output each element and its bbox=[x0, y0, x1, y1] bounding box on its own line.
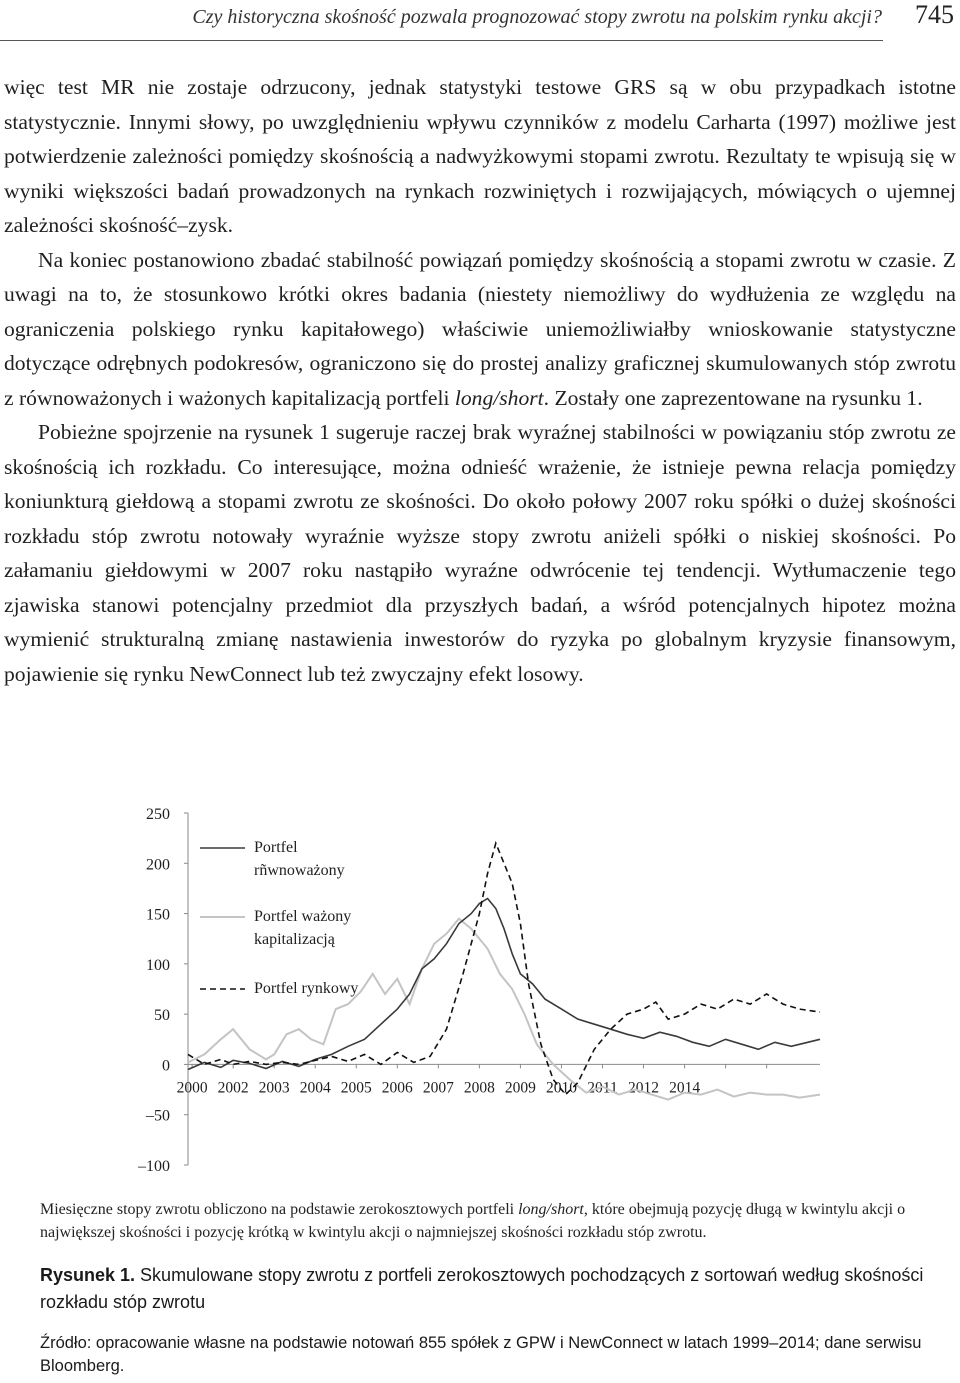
x-tick-label: 2010 bbox=[545, 1079, 577, 1097]
paragraph-1: więc test MR nie zostaje odrzucony, jednak statystyki testowe GRS są w obu przypadkach istotne statystycznie. Innymi słowy, po uwzględnieniu wpływu czynników z modelu Carharta (1997) możliwe jest potwierdzenie zależności pomiędzy skośnością a nadwyżkowymi stopami zwrotu. Rezultaty te wpisują się w wyniki większości badań prowadzonych na rynkach rozwiniętych i rozwijających, mówiących o ujemnej zależności skośność–zysk. bbox=[4, 75, 956, 237]
paragraph-2-text-a: Na koniec postanowiono zbadać stabilność powiązań pomiędzy skośnością a stopami zwrotu w czasie. Z uwagi na to, że stosunkowo krótki okres badania (niestety niemożliwy do wydłużenia ze względu na ograniczenia polskiego rynku kapitałowego) właściwie uniemożliwiałby wnioskowanie statystyczne dotyczące odrębnych podokresów, ograniczono się do prostej analizy graficznej skumulowanych stóp zwrotu z równoważonych i ważonych kapitalizacją portfeli bbox=[4, 247, 956, 410]
x-tick-label: 2012 bbox=[628, 1079, 660, 1097]
legend-label: Portfel bbox=[254, 839, 298, 856]
figure-note bbox=[40, 1198, 958, 1244]
x-tick-label: 2009 bbox=[504, 1079, 536, 1097]
y-tick-label: 0 bbox=[162, 1057, 170, 1075]
y-tick-label: –50 bbox=[146, 1107, 170, 1125]
series-line-dashed bbox=[188, 843, 820, 1097]
x-tick-label: 2008 bbox=[463, 1079, 495, 1097]
legend-label: kapitalizacją bbox=[254, 931, 335, 948]
paragraph-3: Pobieżne spojrzenie na rysunek 1 sugeruje raczej brak wyraźnej stabilności w powiązaniu stóp zwrotu ze skośnością ich rozkładu. Co interesujące, można odnieść wrażenie, że istnieje pewna relacja pomiędzy koniunkturą giełdową a stopami zwrotu ze skośności. Do około połowy 2007 roku spółki o dużej skośności rozkładu stóp zwrotu notowały wyraźnie wyższe stopy zwrotu aniżeli spółki o niskiej skośności. Po załamaniu giełdowymi w 2007 roku nastąpiło wyraźne odwrócenie tej tendencji. Wytłumaczenie tego zjawiska stanowi potencjalny przedmiot dla przyszłych badań, a wśród potencjalnych hipotez można wymienić strukturalną zmianę nastawienia inwestorów do ryzyka po globalnym kryzysie finansowym, pojawienie się rynku NewConnect lub też zwyczajny efekt losowy. bbox=[4, 420, 956, 686]
x-tick-label: 2003 bbox=[258, 1079, 290, 1097]
y-tick-label: 100 bbox=[146, 956, 170, 974]
legend-label: Portfel ważony bbox=[254, 908, 352, 925]
chart-svg bbox=[0, 790, 960, 1190]
x-tick-label: 2007 bbox=[422, 1079, 454, 1097]
x-tick-label: 2005 bbox=[340, 1079, 372, 1097]
paragraph-2-text-b: . Zostały one zaprezentowane na rysunku 1. bbox=[543, 385, 923, 410]
paragraph-2 bbox=[4, 243, 956, 416]
x-tick-label: 2014 bbox=[669, 1079, 701, 1097]
x-tick-label: 2004 bbox=[299, 1079, 331, 1097]
page-number: 745 bbox=[915, 0, 954, 29]
paragraph-2-italic: long/short bbox=[454, 385, 544, 410]
body-text bbox=[4, 70, 956, 691]
figure-note-text-a: Miesięczne stopy zwrotu obliczono na podstawie zerokosztowych portfeli bbox=[40, 1201, 519, 1218]
figure-caption bbox=[40, 1262, 945, 1316]
y-tick-label: 150 bbox=[146, 906, 170, 924]
figure-note-italic: long/short bbox=[518, 1201, 584, 1218]
x-tick-label: 2011 bbox=[587, 1079, 618, 1097]
header-rule bbox=[0, 40, 883, 41]
running-title: Czy historyczna skośność pozwala prognozować stopy zwrotu na polskim rynku akcji? bbox=[192, 6, 882, 28]
x-tick-label: 2000 bbox=[176, 1079, 208, 1097]
y-tick-label: –100 bbox=[138, 1158, 170, 1175]
figure-source: Źródło: opracowanie własne na podstawie notowań 855 spółek z GPW i NewConnect w latach 1999–2014; dane serwisu Bloomberg. bbox=[40, 1334, 922, 1375]
caption-text: Skumulowane stopy zwrotu z portfeli zerokosztowych pochodzących z sortowań według skośności rozkładu stóp zwrotu bbox=[40, 1265, 924, 1312]
caption-label: Rysunek 1. bbox=[40, 1265, 136, 1285]
y-tick-label: 250 bbox=[146, 806, 170, 823]
running-header bbox=[0, 0, 960, 44]
x-tick-label: 2006 bbox=[381, 1079, 413, 1097]
y-tick-label: 50 bbox=[154, 1007, 170, 1025]
legend-label: Portfel rynkowy bbox=[254, 980, 359, 997]
figure-1 bbox=[0, 790, 960, 1190]
legend-label: rñwnoważony bbox=[254, 862, 345, 879]
figure-note-text-b: , które obejmują pozycję długą w kwintylu akcji o największej skośności i pozycję krótką w kwintylu akcji o najmniejszej skośności rozkładu stóp zwrotu. bbox=[40, 1201, 906, 1241]
y-tick-label: 200 bbox=[146, 856, 170, 874]
x-tick-label: 2002 bbox=[217, 1079, 249, 1097]
